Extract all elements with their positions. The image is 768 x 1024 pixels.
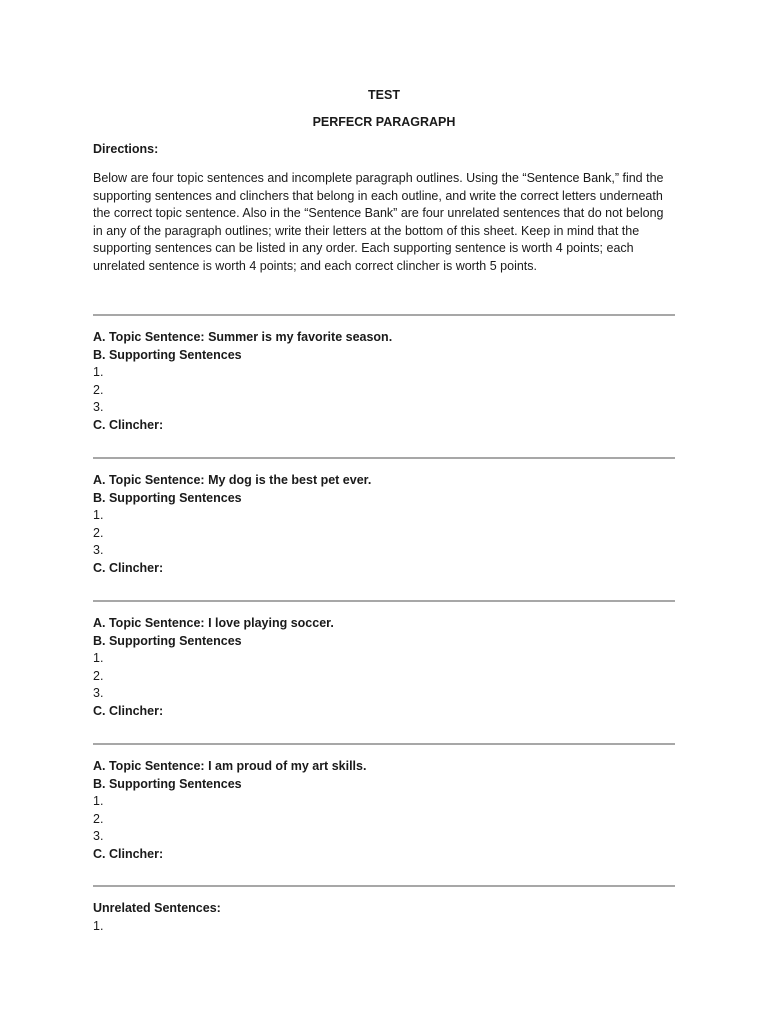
answer-line: 1. bbox=[93, 651, 104, 666]
topic-sentence: A. Topic Sentence: Summer is my favorite season. bbox=[93, 330, 393, 344]
clincher-label: C. Clincher: bbox=[93, 560, 164, 575]
clincher-label: C. Clincher: bbox=[93, 703, 164, 718]
unrelated-heading: Unrelated Sentences: bbox=[93, 901, 221, 915]
directions-heading: Directions: bbox=[93, 142, 159, 156]
outline-section-1 bbox=[93, 329, 675, 435]
directions-text: Below are four topic sentences and incomplete paragraph outlines. Using the “Sentence Bank,” find the supporting sentences and clinchers that belong in each outline, and write the correct letters underneath the correct topic sentence. Also in the “Sentence Bank” are four unrelated sentences that do not belong in any of the paragraph outlines; write their letters at the bottom of this sheet. Keep in mind that the supporting sentences can be listed in any order. Each supporting sentence is worth 4 points; each unrelated sentence is worth 4 points; and each correct clincher is worth 5 points. bbox=[93, 171, 664, 273]
supporting-sentences-label: B. Supporting Sentences bbox=[93, 776, 242, 791]
answer-line: 3. bbox=[93, 829, 104, 844]
divider-rule bbox=[93, 743, 675, 745]
answer-line: 3. bbox=[93, 400, 104, 415]
answer-line: 3. bbox=[93, 543, 104, 558]
outline-section-3 bbox=[93, 615, 675, 721]
clincher-label: C. Clincher: bbox=[93, 417, 164, 432]
divider-rule bbox=[93, 885, 675, 887]
answer-line: 1. bbox=[93, 365, 104, 380]
unrelated-section bbox=[93, 900, 675, 935]
answer-line: 2. bbox=[93, 525, 104, 540]
supporting-sentences-label: B. Supporting Sentences bbox=[93, 633, 242, 648]
answer-line: 3. bbox=[93, 686, 104, 701]
answer-line: 2. bbox=[93, 811, 104, 826]
divider-rule bbox=[93, 457, 675, 459]
answer-line: 2. bbox=[93, 668, 104, 683]
document-subtitle: PERFECR PARAGRAPH bbox=[312, 115, 456, 129]
answer-line: 1. bbox=[93, 508, 104, 523]
divider-rule bbox=[93, 314, 675, 316]
outline-section-4 bbox=[93, 758, 675, 864]
topic-sentence: A. Topic Sentence: I am proud of my art skills. bbox=[93, 759, 367, 773]
document-title: TEST bbox=[368, 88, 400, 102]
outline-section-2 bbox=[93, 472, 675, 578]
divider-rule bbox=[93, 600, 675, 602]
topic-sentence: A. Topic Sentence: My dog is the best pet ever. bbox=[93, 473, 372, 487]
answer-line: 1. bbox=[93, 794, 104, 809]
topic-sentence: A. Topic Sentence: I love playing soccer. bbox=[93, 616, 334, 630]
clincher-label: C. Clincher: bbox=[93, 846, 164, 861]
supporting-sentences-label: B. Supporting Sentences bbox=[93, 490, 242, 505]
supporting-sentences-label: B. Supporting Sentences bbox=[93, 347, 242, 362]
answer-line: 1. bbox=[93, 918, 104, 933]
answer-line: 2. bbox=[93, 382, 104, 397]
